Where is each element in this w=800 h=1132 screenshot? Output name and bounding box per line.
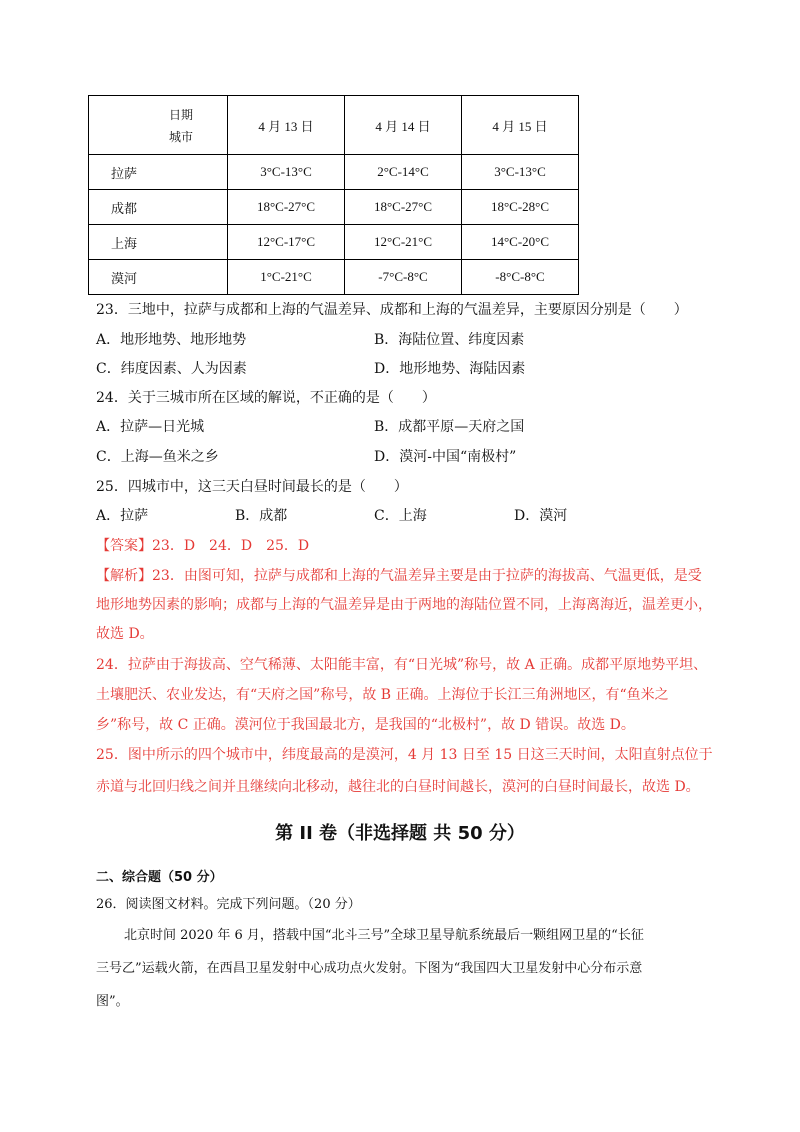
analysis-line: 24．拉萨由于海拔高、空气稀薄、太阳能丰富，有“日光城”称号，故 A 正确。成都平原地势平坦、 <box>96 657 708 673</box>
city-cell: 拉萨 <box>89 155 228 190</box>
temperature-table <box>88 95 579 295</box>
q26-paragraph-line: 图”。 <box>96 994 129 1009</box>
temp-cell: 18°C-27°C <box>345 190 462 225</box>
question-25-stem: 25．四城市中，这三天白昼时间最长的是（ ） <box>96 479 408 495</box>
date-header-2: 4 月 14 日 <box>345 96 462 155</box>
temp-cell: -8°C-8°C <box>462 260 579 295</box>
analysis-line: 赤道与北回归线之间并且继续向北移动，越往北的白昼时间越长，漠河的白昼时间最长，故选 D。 <box>96 779 700 795</box>
question-26-stem: 26．阅读图文材料。完成下列问题。（20 分） <box>96 897 361 912</box>
question-24-stem: 24．关于三城市所在区域的解说，不正确的是（ ） <box>96 390 436 406</box>
analysis-line: 25．图中所示的四个城市中，纬度最高的是漠河，4 月 13 日至 15 日这三天时间，太阳直射点位于 <box>96 747 713 763</box>
temp-cell: 12°C-17°C <box>228 225 345 260</box>
city-cell: 成都 <box>89 190 228 225</box>
q23-option-c: C．纬度因素、人为因素 <box>96 361 247 377</box>
analysis-line: 乡”称号，故 C 正确。漠河位于我国最北方，是我国的“北极村”，故 D 错误。故选 D。 <box>96 717 635 733</box>
q24-option-a: A．拉萨—日光城 <box>96 419 205 435</box>
temp-cell: 14°C-20°C <box>462 225 579 260</box>
date-header-1: 4 月 13 日 <box>228 96 345 155</box>
temp-cell: 2°C-14°C <box>345 155 462 190</box>
table-row <box>89 155 579 190</box>
q24-option-c: C．上海—鱼米之乡 <box>96 449 219 465</box>
part-heading: 二、综合题（50 分） <box>96 870 223 885</box>
q23-option-a: A．地形地势、地形地势 <box>96 332 247 348</box>
q26-paragraph-line: 三号乙”运载火箭，在西昌卫星发射中心成功点火发射。下图为“我国四大卫星发射中心分布示意 <box>96 961 643 976</box>
table-header-row <box>89 96 579 155</box>
header-city-label: 城市 <box>169 130 194 144</box>
city-cell: 漠河 <box>89 260 228 295</box>
temp-cell: -7°C-8°C <box>345 260 462 295</box>
city-cell: 上海 <box>89 225 228 260</box>
analysis-line: 地形地势因素的影响；成都与上海的气温差异是由于两地的海陆位置不同，上海离海近，温差更小， <box>96 597 712 613</box>
q23-option-d: D．地形地势、海陆因素 <box>374 361 526 377</box>
header-date-label: 日期 <box>169 108 194 122</box>
temp-cell: 12°C-21°C <box>345 225 462 260</box>
q25-option-a: A．拉萨 <box>96 508 149 524</box>
analysis-line: 土壤肥沃、农业发达，有“天府之国”称号，故 B 正确。上海位于长江三角洲地区，有“鱼米之 <box>96 687 669 703</box>
question-23-stem: 23．三地中，拉萨与成都和上海的气温差异、成都和上海的气温差异，主要原因分别是（ ） <box>96 302 688 318</box>
temp-cell: 18°C-27°C <box>228 190 345 225</box>
table-row <box>89 225 579 260</box>
temp-cell: 18°C-28°C <box>462 190 579 225</box>
diagonal-header-cell <box>89 96 228 155</box>
temp-cell: 3°C-13°C <box>462 155 579 190</box>
answer-line: 【答案】23．D 24．D 25．D <box>96 538 310 554</box>
section-title: 第 II 卷（非选择题 共 50 分） <box>275 823 525 844</box>
q25-option-b: B．成都 <box>235 508 288 524</box>
q26-paragraph-line: 北京时间 2020 年 6 月，搭载中国“北斗三号”全球卫星导航系统最后一颗组网卫星的“长征 <box>124 928 644 943</box>
q23-option-b: B．海陆位置、纬度因素 <box>374 332 525 348</box>
table-row <box>89 260 579 295</box>
q25-option-d: D．漠河 <box>514 508 568 524</box>
date-header-3: 4 月 15 日 <box>462 96 579 155</box>
q24-option-b: B．成都平原—天府之国 <box>374 419 525 435</box>
q24-option-d: D．漠河-中国“南极村” <box>374 449 517 465</box>
analysis-line: 故选 D。 <box>96 626 154 642</box>
q25-option-c: C．上海 <box>374 508 427 524</box>
temp-cell: 3°C-13°C <box>228 155 345 190</box>
table-row <box>89 190 579 225</box>
temp-cell: 1°C-21°C <box>228 260 345 295</box>
analysis-line: 【解析】23．由图可知，拉萨与成都和上海的气温差异主要是由于拉萨的海拔高、气温更低，是受 <box>96 568 702 584</box>
